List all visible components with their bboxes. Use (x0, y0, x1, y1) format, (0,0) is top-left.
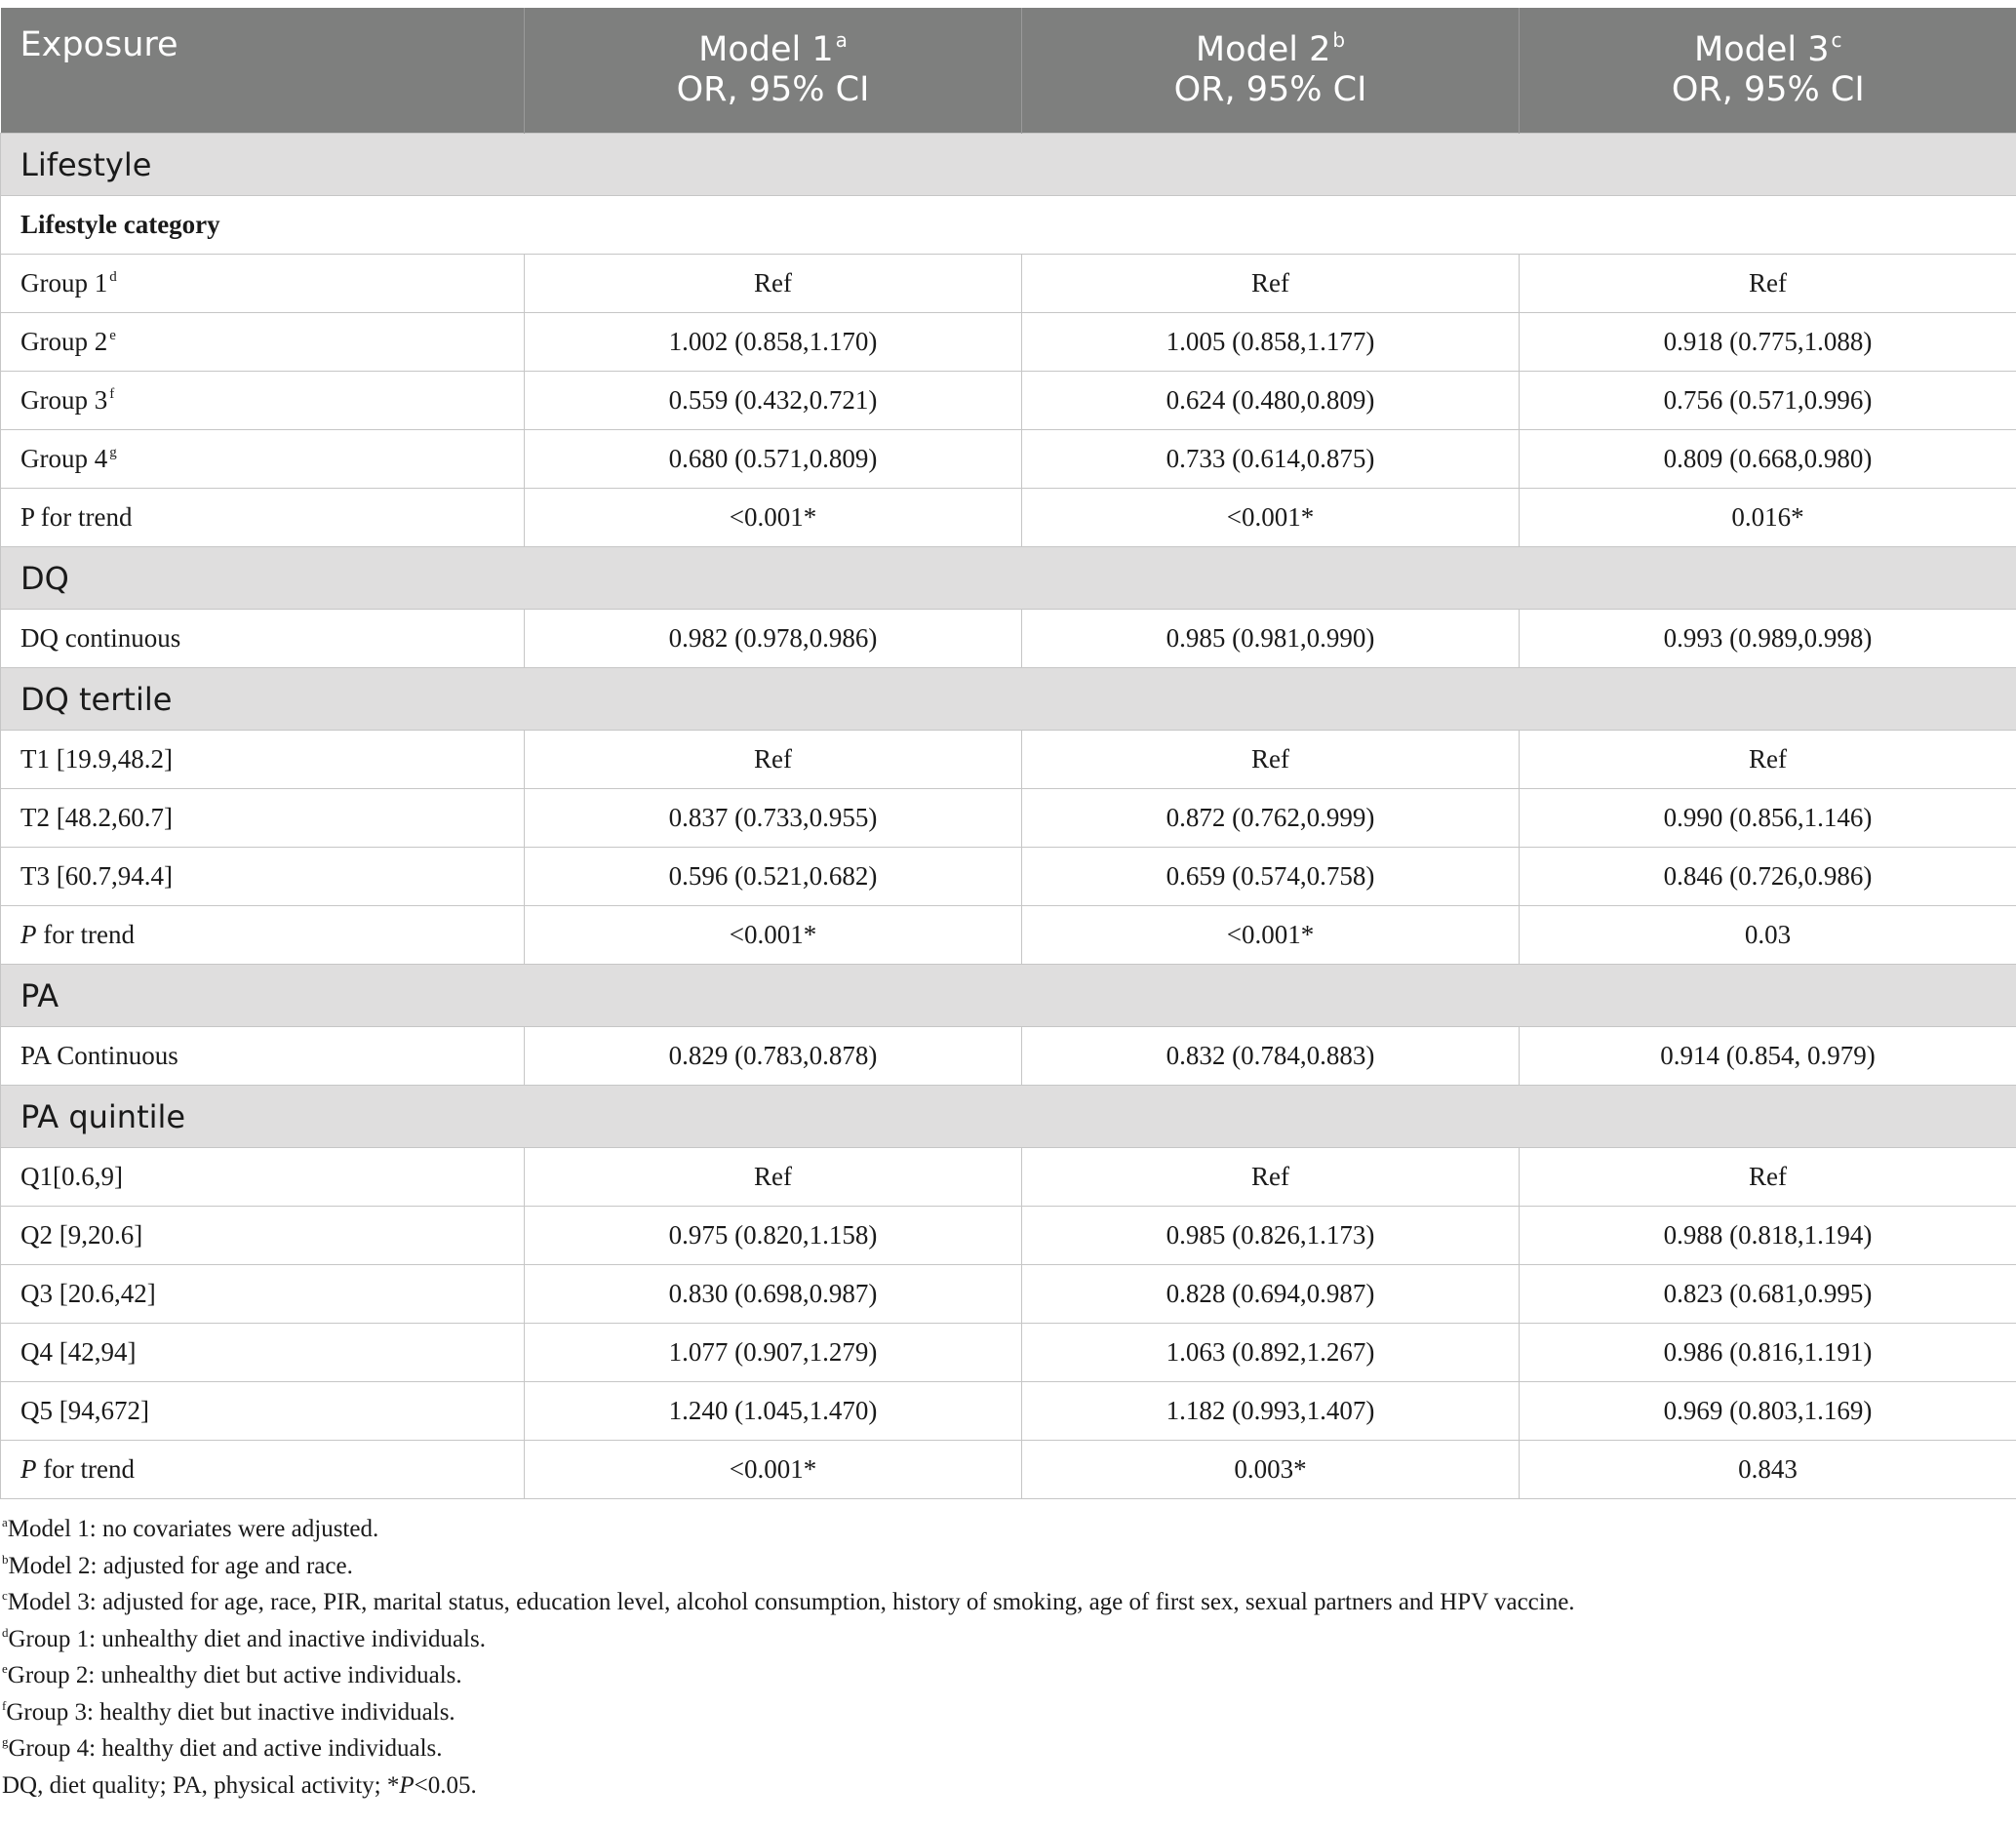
table-row (1, 1265, 2016, 1324)
table-footnotes (0, 1511, 2016, 1804)
model-3-cell: Ref (1520, 255, 2016, 313)
row-label (1, 313, 525, 372)
row-label-text: for trend (36, 920, 135, 949)
p-symbol: P (399, 1771, 415, 1799)
section-row (1, 965, 2016, 1027)
row-label-text: Group 1 (20, 268, 108, 298)
header-footnote-mark: a (835, 28, 848, 52)
table-row (1, 789, 2016, 848)
abbreviation-text: <0.05. (414, 1771, 477, 1799)
row-label (1, 610, 525, 668)
footnote-mark: e (2, 1661, 8, 1676)
footnote (2, 1584, 2016, 1621)
footnote-mark: e (109, 328, 116, 343)
footnote-text: Group 4: healthy diet and active individuals. (8, 1735, 443, 1762)
header-footnote-mark: b (1332, 28, 1346, 52)
model-3-cell: 0.843 (1520, 1441, 2016, 1499)
footnote (2, 1657, 2016, 1694)
row-label (1, 489, 525, 547)
model-2-cell: 0.624 (0.480,0.809) (1022, 372, 1520, 430)
model-1-cell: 0.982 (0.978,0.986) (525, 610, 1022, 668)
footnote-mark: b (2, 1551, 9, 1567)
model-1-cell: Ref (525, 255, 1022, 313)
table-row (1, 1027, 2016, 1086)
row-label (1, 789, 525, 848)
model-2-cell: 1.182 (0.993,1.407) (1022, 1382, 1520, 1441)
footnote-mark: g (2, 1734, 9, 1749)
model-2-cell: 1.005 (0.858,1.177) (1022, 313, 1520, 372)
table-row (1, 255, 2016, 313)
model-1-cell: <0.001* (525, 489, 1022, 547)
model-2-cell: Ref (1022, 255, 1520, 313)
model-1-cell: 1.077 (0.907,1.279) (525, 1324, 1022, 1382)
model-1-cell: 0.559 (0.432,0.721) (525, 372, 1022, 430)
model-3-cell: 0.988 (0.818,1.194) (1520, 1207, 2016, 1265)
section-label: PA (1, 965, 2016, 1027)
model-1-cell: 0.830 (0.698,0.987) (525, 1265, 1022, 1324)
model-3-cell: 0.993 (0.989,0.998) (1520, 610, 2016, 668)
section-label: DQ tertile (1, 668, 2016, 731)
footnote-text: Model 3: adjusted for age, race, PIR, marital status, education level, alcohol consumption, history of smoking, age of first sex, sexual partners and HPV vaccine. (7, 1589, 1575, 1615)
footnote (2, 1511, 2016, 1548)
row-label-text: Q5 [94,672] (20, 1396, 149, 1425)
table-row (1, 313, 2016, 372)
section-row (1, 668, 2016, 731)
table-row (1, 1324, 2016, 1382)
footnote (2, 1730, 2016, 1767)
table-row (1, 1441, 2016, 1499)
section-label: DQ (1, 547, 2016, 610)
section-row (1, 134, 2016, 196)
footnote-mark: d (109, 269, 117, 285)
footnote (2, 1621, 2016, 1658)
header-model-label: Model 3 (1694, 30, 1830, 69)
model-2-cell: 0.828 (0.694,0.987) (1022, 1265, 1520, 1324)
model-3-cell: 0.986 (0.816,1.191) (1520, 1324, 2016, 1382)
model-1-cell: Ref (525, 1148, 1022, 1207)
model-3-cell: Ref (1520, 731, 2016, 789)
section-row (1, 547, 2016, 610)
model-2-cell: <0.001* (1022, 906, 1520, 965)
footnote-text: Model 2: adjusted for age and race. (8, 1552, 353, 1579)
subheading-label: Lifestyle category (1, 196, 2016, 255)
row-label-text: DQ continuous (20, 623, 181, 653)
table-row (1, 1382, 2016, 1441)
model-3-cell: 0.03 (1520, 906, 2016, 965)
row-label-text: Q4 [42,94] (20, 1337, 137, 1367)
table-row (1, 430, 2016, 489)
model-2-cell: 0.659 (0.574,0.758) (1022, 848, 1520, 906)
abbreviation-text: DQ, diet quality; PA, physical activity; * (2, 1771, 400, 1799)
footnote-text: Model 1: no covariates were adjusted. (7, 1516, 379, 1542)
row-label-text: P for trend (20, 502, 133, 532)
table-row (1, 489, 2016, 547)
header-model-1 (525, 8, 1022, 134)
footnote-mark: c (2, 1588, 8, 1603)
row-label (1, 731, 525, 789)
row-label (1, 1441, 525, 1499)
row-label-text: for trend (36, 1454, 135, 1484)
footnote (2, 1694, 2016, 1731)
model-3-cell: 0.809 (0.668,0.980) (1520, 430, 2016, 489)
row-label-text: Group 4 (20, 444, 108, 473)
footnote (2, 1548, 2016, 1585)
p-symbol: P (20, 1454, 37, 1484)
model-3-cell: 0.846 (0.726,0.986) (1520, 848, 2016, 906)
footnote-mark: d (2, 1624, 9, 1640)
p-symbol: P (20, 920, 37, 949)
footnote-text: Group 2: unhealthy diet but active individuals. (7, 1662, 462, 1688)
table-row (1, 372, 2016, 430)
model-1-cell: 1.240 (1.045,1.470) (525, 1382, 1022, 1441)
model-3-cell: 0.914 (0.854, 0.979) (1520, 1027, 2016, 1086)
model-2-cell: 0.872 (0.762,0.999) (1022, 789, 1520, 848)
footnote-mark: f (109, 386, 115, 402)
table-row (1, 906, 2016, 965)
table-row (1, 731, 2016, 789)
model-2-cell: 0.733 (0.614,0.875) (1022, 430, 1520, 489)
table-row (1, 1207, 2016, 1265)
header-stat-label: OR, 95% CI (1173, 70, 1367, 109)
row-label (1, 906, 525, 965)
model-3-cell: 0.756 (0.571,0.996) (1520, 372, 2016, 430)
row-label-text: Q3 [20.6,42] (20, 1279, 156, 1308)
footnote-mark: a (2, 1515, 8, 1529)
model-3-cell: Ref (1520, 1148, 2016, 1207)
model-2-cell: 1.063 (0.892,1.267) (1022, 1324, 1520, 1382)
row-label (1, 1265, 525, 1324)
footnote-mark: g (109, 445, 117, 460)
model-1-cell: <0.001* (525, 1441, 1022, 1499)
model-2-cell: 0.985 (0.826,1.173) (1022, 1207, 1520, 1265)
model-2-cell: <0.001* (1022, 489, 1520, 547)
row-label-text: T3 [60.7,94.4] (20, 861, 173, 891)
results-table-container (0, 8, 2016, 1804)
header-exposure: Exposure (1, 8, 525, 134)
row-label (1, 1148, 525, 1207)
model-3-cell: 0.990 (0.856,1.146) (1520, 789, 2016, 848)
header-model-label: Model 1 (698, 30, 834, 69)
row-label (1, 848, 525, 906)
table-row (1, 610, 2016, 668)
abbreviations-note (2, 1767, 2016, 1805)
section-row (1, 1086, 2016, 1148)
row-label (1, 430, 525, 489)
model-2-cell: Ref (1022, 731, 1520, 789)
model-3-cell: 0.823 (0.681,0.995) (1520, 1265, 2016, 1324)
row-label-text: PA Continuous (20, 1041, 178, 1070)
row-label (1, 1027, 525, 1086)
model-1-cell: 0.596 (0.521,0.682) (525, 848, 1022, 906)
model-1-cell: 0.975 (0.820,1.158) (525, 1207, 1022, 1265)
footnote-mark: f (2, 1697, 7, 1713)
odds-ratio-table (0, 8, 2016, 1499)
model-2-cell: Ref (1022, 1148, 1520, 1207)
row-label (1, 1382, 525, 1441)
section-label: PA quintile (1, 1086, 2016, 1148)
row-label-text: Q2 [9,20.6] (20, 1220, 143, 1250)
row-label (1, 372, 525, 430)
model-1-cell: 0.680 (0.571,0.809) (525, 430, 1022, 489)
row-label-text: Q1[0.6,9] (20, 1162, 123, 1191)
model-3-cell: 0.969 (0.803,1.169) (1520, 1382, 2016, 1441)
header-stat-label: OR, 95% CI (1671, 70, 1865, 109)
header-model-2 (1022, 8, 1520, 134)
row-label (1, 1324, 525, 1382)
row-label (1, 1207, 525, 1265)
model-2-cell: 0.832 (0.784,0.883) (1022, 1027, 1520, 1086)
row-label-text: T2 [48.2,60.7] (20, 803, 173, 832)
model-1-cell: <0.001* (525, 906, 1022, 965)
model-1-cell: 0.829 (0.783,0.878) (525, 1027, 1022, 1086)
row-label-text: Group 2 (20, 327, 108, 356)
model-2-cell: 0.003* (1022, 1441, 1520, 1499)
table-row (1, 848, 2016, 906)
row-label (1, 255, 525, 313)
table-body (1, 134, 2016, 1499)
model-1-cell: 1.002 (0.858,1.170) (525, 313, 1022, 372)
footnote-text: Group 1: unhealthy diet and inactive individuals. (8, 1625, 486, 1652)
table-header (1, 8, 2016, 134)
header-model-3 (1520, 8, 2016, 134)
model-3-cell: 0.016* (1520, 489, 2016, 547)
section-label: Lifestyle (1, 134, 2016, 196)
header-footnote-mark: c (1831, 28, 1842, 52)
footnote-text: Group 3: healthy diet but inactive individuals. (6, 1698, 455, 1726)
header-model-label: Model 2 (1195, 30, 1331, 69)
model-1-cell: 0.837 (0.733,0.955) (525, 789, 1022, 848)
row-label-text: Group 3 (20, 385, 108, 415)
subheading-row (1, 196, 2016, 255)
model-2-cell: 0.985 (0.981,0.990) (1022, 610, 1520, 668)
header-stat-label: OR, 95% CI (676, 70, 870, 109)
table-row (1, 1148, 2016, 1207)
model-1-cell: Ref (525, 731, 1022, 789)
row-label-text: T1 [19.9,48.2] (20, 744, 173, 774)
model-3-cell: 0.918 (0.775,1.088) (1520, 313, 2016, 372)
